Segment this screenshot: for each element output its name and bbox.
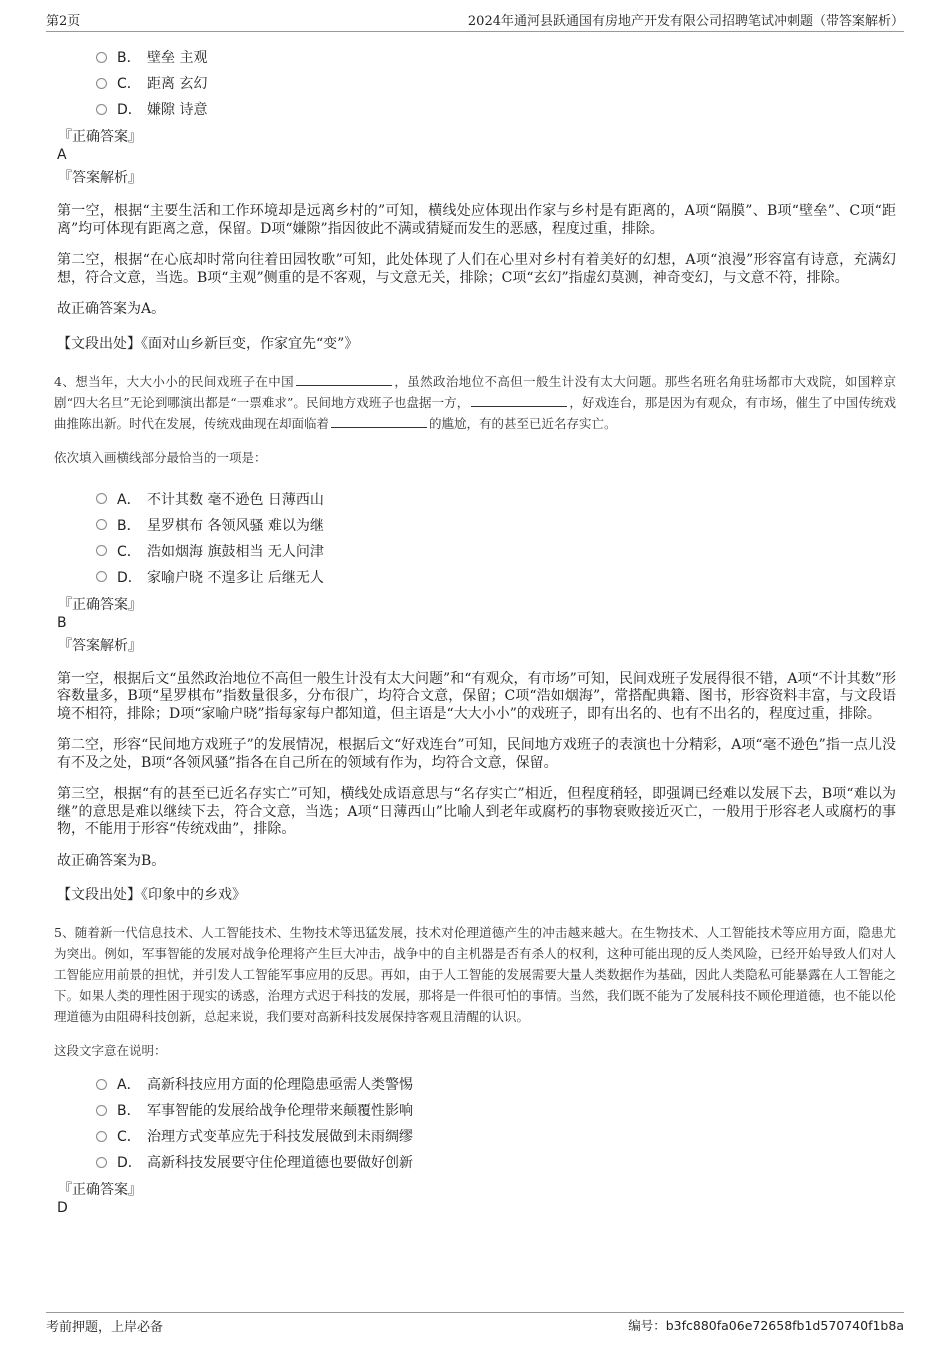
radio-icon[interactable] xyxy=(96,104,107,115)
analysis-paragraph: 第一空，根据后文“虽然政治地位不高但一般生计没有太大问题”和“有观众，有市场”可知，民间戏班子发展得很不错，A项“不计其数”形容数量多，B项“星罗棋布”指数量很多，分布很广，均符合文意，保留；C项“浩如烟海”，常搭配典籍、图书，形容资料丰富，与文段语境不相符，排除；D项“家喻户晓”指每家每户都知道，但主语是“大大小小”的戏班子，即有出名的、也有不出名的，程度过重，排除。 xyxy=(57,670,896,722)
answer-value: B xyxy=(57,614,67,631)
answer-value: D xyxy=(57,1200,68,1216)
document-title: 2024年通河县跃通国有房地产开发有限公司招聘笔试冲刺题（带答案解析） xyxy=(467,14,904,29)
option-d[interactable]: D． 家喻户晓 不遑多让 后继无人 xyxy=(54,564,896,590)
answer-label: 『正确答案』 xyxy=(58,596,142,613)
fill-blank xyxy=(331,415,427,428)
radio-icon[interactable] xyxy=(96,571,107,582)
question-5-prompt: 这段文字意在说明： xyxy=(54,1043,167,1058)
option-a[interactable]: A． 高新科技应用方面的伦理隐患亟需人类警惕 xyxy=(54,1071,896,1097)
footer-slogan: 考前押题，上岸必备 xyxy=(46,1320,164,1335)
question-4-options xyxy=(54,486,896,590)
option-c[interactable]: C． 距离 玄幻 xyxy=(54,70,896,96)
answer-label: 『正确答案』 xyxy=(58,1182,142,1198)
option-a[interactable]: A． 不计其数 毫不逊色 日薄西山 xyxy=(54,486,896,512)
radio-icon[interactable] xyxy=(96,1079,107,1090)
radio-icon[interactable] xyxy=(96,519,107,530)
page-header xyxy=(46,10,904,32)
analysis-paragraph: 故正确答案为A。 xyxy=(57,301,166,317)
option-c[interactable]: C． 浩如烟海 旗鼓相当 无人问津 xyxy=(54,538,896,564)
radio-icon[interactable] xyxy=(96,52,107,63)
analysis-paragraph: 故正确答案为B。 xyxy=(57,852,166,869)
document-body xyxy=(54,44,896,1216)
radio-icon[interactable] xyxy=(96,1105,107,1116)
fill-blank xyxy=(471,394,567,407)
analysis-paragraph: 第一空，根据“主要生活和工作环境却是远离乡村的”可知，横线处应体现出作家与乡村是有距离的，A项“隔膜”、B项“壁垒”、C项“距离”均可体现有距离之意，保留。D项“嫌隙”指因彼此不满或猜疑而发生的恶感，程度过重，排除。 xyxy=(57,203,896,237)
radio-icon[interactable] xyxy=(96,1157,107,1168)
analysis-paragraph: 第二空，形容“民间地方戏班子”的发展情况，根据后文“好戏连台”可知，民间地方戏班子的表演也十分精彩，A项“毫不逊色”指一点儿没有不及之处，B项“各领风骚”指各在自己所在的领域有作为，均符合文意，保留。 xyxy=(57,737,896,771)
analysis-label: 『答案解析』 xyxy=(58,170,142,186)
option-d[interactable]: D． 高新科技发展要守住伦理道德也要做好创新 xyxy=(54,1149,896,1175)
option-c[interactable]: C． 治理方式变革应先于科技发展做到未雨绸缪 xyxy=(54,1123,896,1149)
answer-value: A xyxy=(57,147,67,163)
question-4-stem: 4、想当年，大大小小的民间戏班子在中国 ，虽然政治地位不高但一般生计没有太大问题。那些名班名角驻场都市大戏院，如国粹京剧“四大名旦”无论到哪演出都是“一票难求”。民间地方戏班子也盘据一方， ，好戏连台，那是因为有观众，有市场，催生了中国传统戏曲推陈出新。时代在发展，传统戏曲现在却面临着 的尴尬，有的甚至已近名存实亡。 xyxy=(54,373,896,431)
analysis-paragraph: 第三空，根据“有的甚至已近名存实亡”可知，横线处成语意思与“名存实亡”相近，但程度稍轻，即强调已经难以发展下去，B项“难以为继”的意思是难以继续下去，符合文意，当选；A项“日薄西山”比喻人到老年或腐朽的事物衰败接近灭亡，一般用于形容老人或腐朽的事物，不能用于形容“传统戏曲”，排除。 xyxy=(57,786,896,837)
option-b[interactable]: B． 军事智能的发展给战争伦理带来颠覆性影响 xyxy=(54,1097,896,1123)
radio-icon[interactable] xyxy=(96,493,107,504)
answer-label: 『正确答案』 xyxy=(58,129,142,145)
option-b[interactable]: B． 壁垒 主观 xyxy=(54,44,896,70)
analysis-label: 『答案解析』 xyxy=(58,637,142,654)
source-citation: 【文段出处】《印象中的乡戏》 xyxy=(57,887,246,903)
page-number: 第2页 xyxy=(46,14,81,29)
fill-blank xyxy=(296,373,392,386)
radio-icon[interactable] xyxy=(96,545,107,556)
radio-icon[interactable] xyxy=(96,1131,107,1142)
radio-icon[interactable] xyxy=(96,78,107,89)
option-b[interactable]: B． 星罗棋布 各领风骚 难以为继 xyxy=(54,512,896,538)
question-5-stem: 5、随着新一代信息技术、人工智能技术、生物技术等迅猛发展，技术对伦理道德产生的冲击越来越大。在生物技术、人工智能技术等应用方面，隐患尤为突出。例如，军事智能的发展对战争伦理将产生巨大冲击，战争中的自主机器是否有杀人的权利，这种可能出现的反人类风险，已经开始导致人们对人工智能应用前景的担忧，并引发人工智能军事应用的反思。再如，由于人工智能的发展需要大量人类数据作为基础，因此人类隐私可能暴露在人工智能之下。如果人类的理性困于现实的诱惑，治理方式迟于科技的发展，那将是一件很可怕的事情。当然，我们既不能为了发展科技不顾伦理道德，也不能以伦理道德为由阻碍科技创新，总起来说，我们要对高新科技发展保持客观且清醒的认识。 xyxy=(54,925,896,1024)
document-id: 编号：b3fc880fa06e72658fb1d570740f1b8a xyxy=(628,1318,904,1333)
source-citation: 【文段出处】《面对山乡新巨变，作家宜先“变”》 xyxy=(57,335,359,352)
option-d[interactable]: D． 嫌隙 诗意 xyxy=(54,96,896,122)
question-4-prompt: 依次填入画横线部分最恰当的一项是： xyxy=(54,449,267,465)
page-footer xyxy=(46,1312,904,1335)
analysis-paragraph: 第二空，根据“在心底却时常向往着田园牧歌”可知，此处体现了人们在心里对乡村有着美好的幻想，A项“浪漫”形容富有诗意，充满幻想，符合文意，当选。B项“主观”侧重的是不客观，与文意无关，排除；C项“玄幻”指虚幻莫测，神奇变幻，与文意不符，排除。 xyxy=(57,252,896,286)
question-3-options xyxy=(54,44,896,122)
question-5-options xyxy=(54,1071,896,1175)
